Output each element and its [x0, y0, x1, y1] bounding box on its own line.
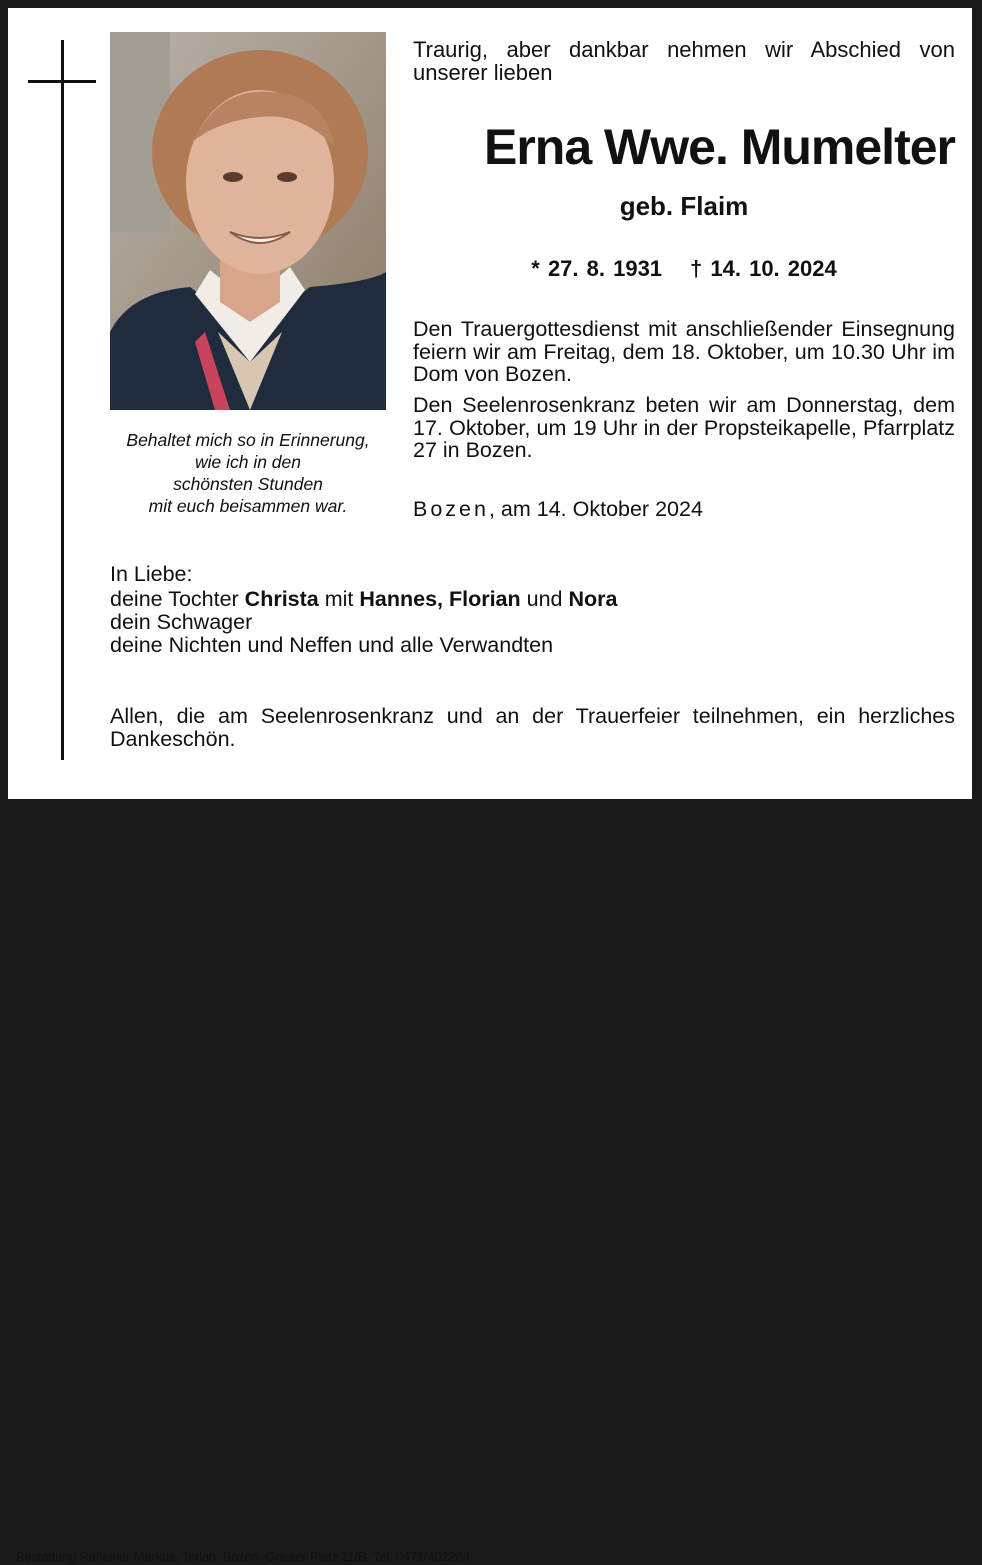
birth-date: * 27. 8. 1931	[531, 256, 663, 281]
deceased-name: Erna Wwe. Mumelter	[484, 119, 955, 175]
obituary-card	[8, 8, 972, 773]
family-name: Christa	[244, 587, 319, 611]
family-line-daughter	[110, 588, 617, 611]
photo-caption-line: Behaltet mich so in Erinnerung,	[126, 430, 370, 450]
cross-icon-bar	[28, 80, 96, 83]
intro-text: Traurig, aber dankbar nehmen wir Abschied von unserer lieben	[413, 37, 955, 85]
cross-icon	[61, 40, 64, 760]
family-text: und	[520, 587, 569, 611]
life-dates	[413, 256, 955, 282]
family-text: mit	[318, 587, 360, 611]
photo-caption-line: mit euch beisammen war.	[148, 496, 348, 516]
rosary-text: Den Seelenrosenkranz beten wir am Donnerstag, dem 17. Oktober, um 19 Uhr in der Propsteikapelle, Pfarrplatz 27 in Bozen.	[413, 393, 955, 462]
family-line-brother-in-law: dein Schwager	[110, 610, 253, 634]
undertaker-info: Bestattung Raffeiner Markus, Terlan, Bozen, Grieser Platz 11/B, Tel. 0471/402286	[16, 1549, 470, 1564]
thanks-text: Allen, die am Seelenrosenkranz und an der Trauerfeier teilnehmen, ein herzliches Dankeschön.	[110, 704, 955, 751]
family-name: Nora	[568, 587, 618, 611]
photo-caption-line: wie ich in den	[194, 452, 302, 472]
date-text: , am 14. Oktober 2024	[488, 497, 703, 521]
death-date: † 14. 10. 2024	[690, 256, 837, 281]
place-name: Bozen	[413, 497, 489, 521]
family-text: deine Tochter	[110, 587, 245, 611]
funeral-service-text: Den Trauergottesdienst mit anschließender Einsegnung feiern wir am Freitag, dem 18. Oktober, um 10.30 Uhr im Dom von Bozen.	[413, 317, 955, 386]
family-heading: In Liebe:	[110, 562, 193, 586]
family-name: Hannes, Florian	[359, 587, 521, 611]
family-line-relatives: deine Nichten und Neffen und alle Verwandten	[110, 633, 554, 657]
footer-band	[8, 773, 972, 1564]
place-date-line	[413, 497, 703, 521]
portrait-photo	[110, 32, 386, 410]
photo-caption-line: schönsten Stunden	[173, 474, 323, 494]
maiden-name: geb. Flaim	[619, 191, 749, 221]
